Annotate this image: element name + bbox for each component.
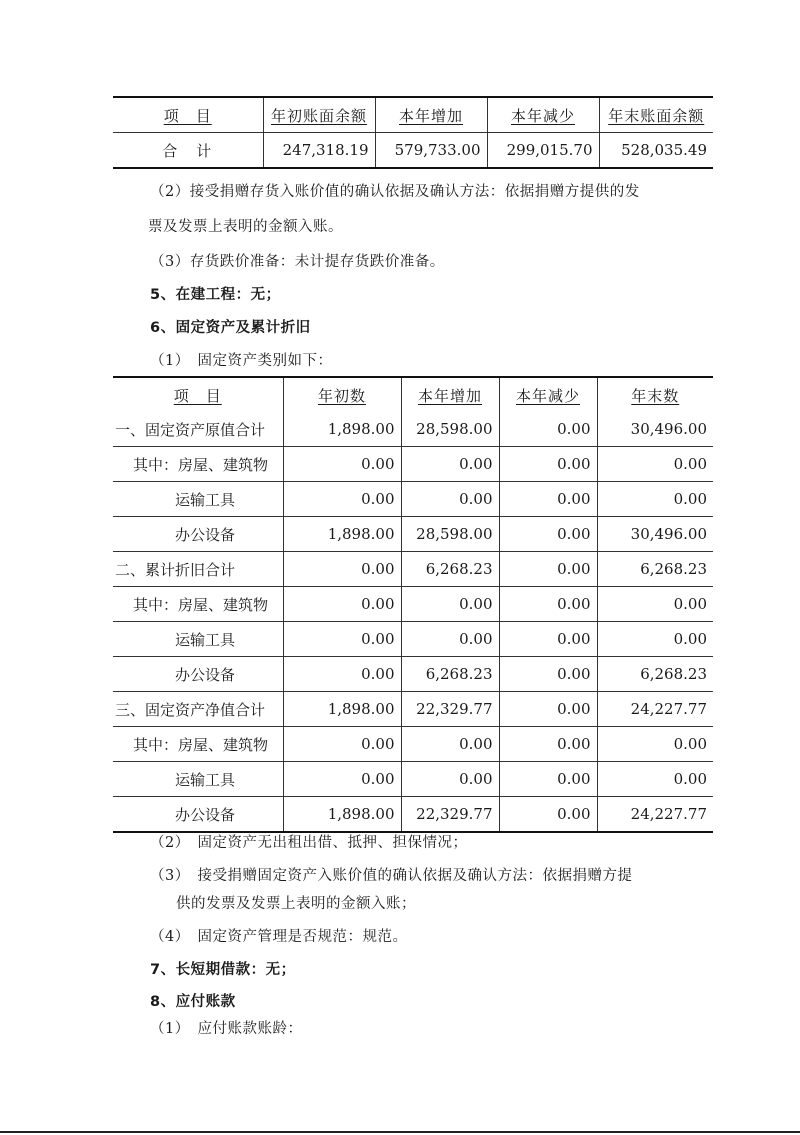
cell-value: 0.00 <box>499 762 597 797</box>
cell-value: 22,329.77 <box>401 797 499 833</box>
cell-value: 0.00 <box>283 587 401 622</box>
header-cell: 项 目 <box>113 97 263 133</box>
table-header-row <box>113 377 713 412</box>
header-cell: 年末账面余额 <box>608 106 705 125</box>
cell-value: 0.00 <box>499 517 597 552</box>
cell-value: 0.00 <box>283 727 401 762</box>
cell-value: 24,227.77 <box>630 700 707 718</box>
inventory-summary-table <box>113 96 713 169</box>
paragraph: （2） 固定资产无出租出借、抵押、担保情况； <box>150 835 468 851</box>
row-label: 合 计 <box>113 133 263 169</box>
paragraph: （2）接受捐赠存货入账价值的确认依据及确认方法：依据捐赠方提供的发 <box>150 184 640 200</box>
row-label: 二、累计折旧合计 <box>113 552 283 587</box>
table-row <box>113 797 713 833</box>
cell-value: 0.00 <box>283 622 401 657</box>
row-label: 一、固定资产原值合计 <box>113 412 283 447</box>
cell-value: 24,227.77 <box>630 805 707 823</box>
cell-value: 22,329.77 <box>401 692 499 727</box>
cell-value: 0.00 <box>499 727 597 762</box>
cell-value: 1,898.00 <box>283 412 401 447</box>
row-label: 其中：房屋、建筑物 <box>113 447 283 482</box>
paragraph: （1） 固定资产类别如下： <box>150 353 333 369</box>
table-row <box>113 727 713 762</box>
row-label: 三、固定资产净值合计 <box>113 692 283 727</box>
paragraph: 供的发票及发票上表明的金额入账； <box>176 896 416 912</box>
cell-value: 0.00 <box>673 630 707 648</box>
cell-value: 6,268.23 <box>640 560 707 578</box>
cell-value: 0.00 <box>499 692 597 727</box>
paragraph: （1） 应付账款账龄： <box>150 1021 303 1037</box>
section-heading: 6、固定资产及累计折旧 <box>150 320 311 336</box>
row-label: 其中：房屋、建筑物 <box>113 727 283 762</box>
cell-value: 0.00 <box>499 587 597 622</box>
paragraph: （3） 接受捐赠固定资产入账价值的确认依据及确认方法：依据捐赠方提 <box>150 868 633 884</box>
table-row <box>113 692 713 727</box>
cell-value: 0.00 <box>499 447 597 482</box>
table-row <box>113 447 713 482</box>
row-label: 运输工具 <box>113 622 283 657</box>
table-row <box>113 762 713 797</box>
paragraph: （3）存货跌价准备：未计提存货跌价准备。 <box>150 254 445 270</box>
cell-value: 0.00 <box>499 622 597 657</box>
cell-value: 528,035.49 <box>621 141 707 159</box>
cell-value: 28,598.00 <box>401 412 499 447</box>
paragraph: 票及发票上表明的金额入账。 <box>148 219 343 235</box>
row-label: 运输工具 <box>113 482 283 517</box>
header-cell: 本年增加 <box>401 377 499 412</box>
cell-value: 0.00 <box>283 552 401 587</box>
cell-value: 30,496.00 <box>630 420 707 438</box>
cell-value: 1,898.00 <box>283 517 401 552</box>
cell-value: 6,268.23 <box>640 665 707 683</box>
cell-value: 0.00 <box>401 587 499 622</box>
section-heading: 7、长短期借款：无； <box>150 962 296 978</box>
table-row <box>113 133 713 169</box>
cell-value: 0.00 <box>401 727 499 762</box>
cell-value: 579,733.00 <box>375 133 487 169</box>
table-row <box>113 622 713 657</box>
cell-value: 0.00 <box>283 762 401 797</box>
cell-value: 28,598.00 <box>401 517 499 552</box>
row-label: 其中：房屋、建筑物 <box>113 587 283 622</box>
cell-value: 1,898.00 <box>283 797 401 833</box>
cell-value: 0.00 <box>499 552 597 587</box>
header-cell: 本年减少 <box>487 97 599 133</box>
header-cell: 本年减少 <box>499 377 597 412</box>
cell-value: 0.00 <box>401 622 499 657</box>
cell-value: 299,015.70 <box>487 133 599 169</box>
table-row <box>113 517 713 552</box>
section-heading: 5、在建工程：无； <box>150 287 281 303</box>
cell-value: 0.00 <box>401 762 499 797</box>
row-label: 办公设备 <box>113 517 283 552</box>
cell-value: 0.00 <box>499 657 597 692</box>
cell-value: 0.00 <box>499 412 597 447</box>
cell-value: 6,268.23 <box>401 552 499 587</box>
cell-value: 0.00 <box>283 657 401 692</box>
cell-value: 6,268.23 <box>401 657 499 692</box>
cell-value: 0.00 <box>673 770 707 788</box>
cell-value: 0.00 <box>401 447 499 482</box>
cell-value: 0.00 <box>499 482 597 517</box>
cell-value: 1,898.00 <box>283 692 401 727</box>
cell-value: 0.00 <box>673 455 707 473</box>
header-cell: 项 目 <box>113 377 283 412</box>
section-heading: 8、应付账款 <box>150 994 236 1010</box>
cell-value: 0.00 <box>401 482 499 517</box>
cell-value: 30,496.00 <box>630 525 707 543</box>
cell-value: 0.00 <box>283 447 401 482</box>
header-cell: 年末数 <box>631 386 680 405</box>
table-row <box>113 482 713 517</box>
paragraph: （4） 固定资产管理是否规范：规范。 <box>150 929 408 945</box>
cell-value: 0.00 <box>283 482 401 517</box>
cell-value: 0.00 <box>673 490 707 508</box>
cell-value: 0.00 <box>673 735 707 753</box>
page-bottom-rule <box>0 1131 800 1133</box>
cell-value: 0.00 <box>673 595 707 613</box>
row-label: 运输工具 <box>113 762 283 797</box>
row-label: 办公设备 <box>113 657 283 692</box>
table-row <box>113 412 713 447</box>
fixed-assets-table <box>113 376 713 833</box>
table-row <box>113 587 713 622</box>
header-cell: 年初数 <box>283 377 401 412</box>
cell-value: 247,318.19 <box>263 133 375 169</box>
table-row <box>113 552 713 587</box>
table-header-row <box>113 97 713 133</box>
row-label: 办公设备 <box>113 797 283 833</box>
header-cell: 本年增加 <box>375 97 487 133</box>
table-row <box>113 657 713 692</box>
cell-value: 0.00 <box>499 797 597 833</box>
header-cell: 年初账面余额 <box>263 97 375 133</box>
